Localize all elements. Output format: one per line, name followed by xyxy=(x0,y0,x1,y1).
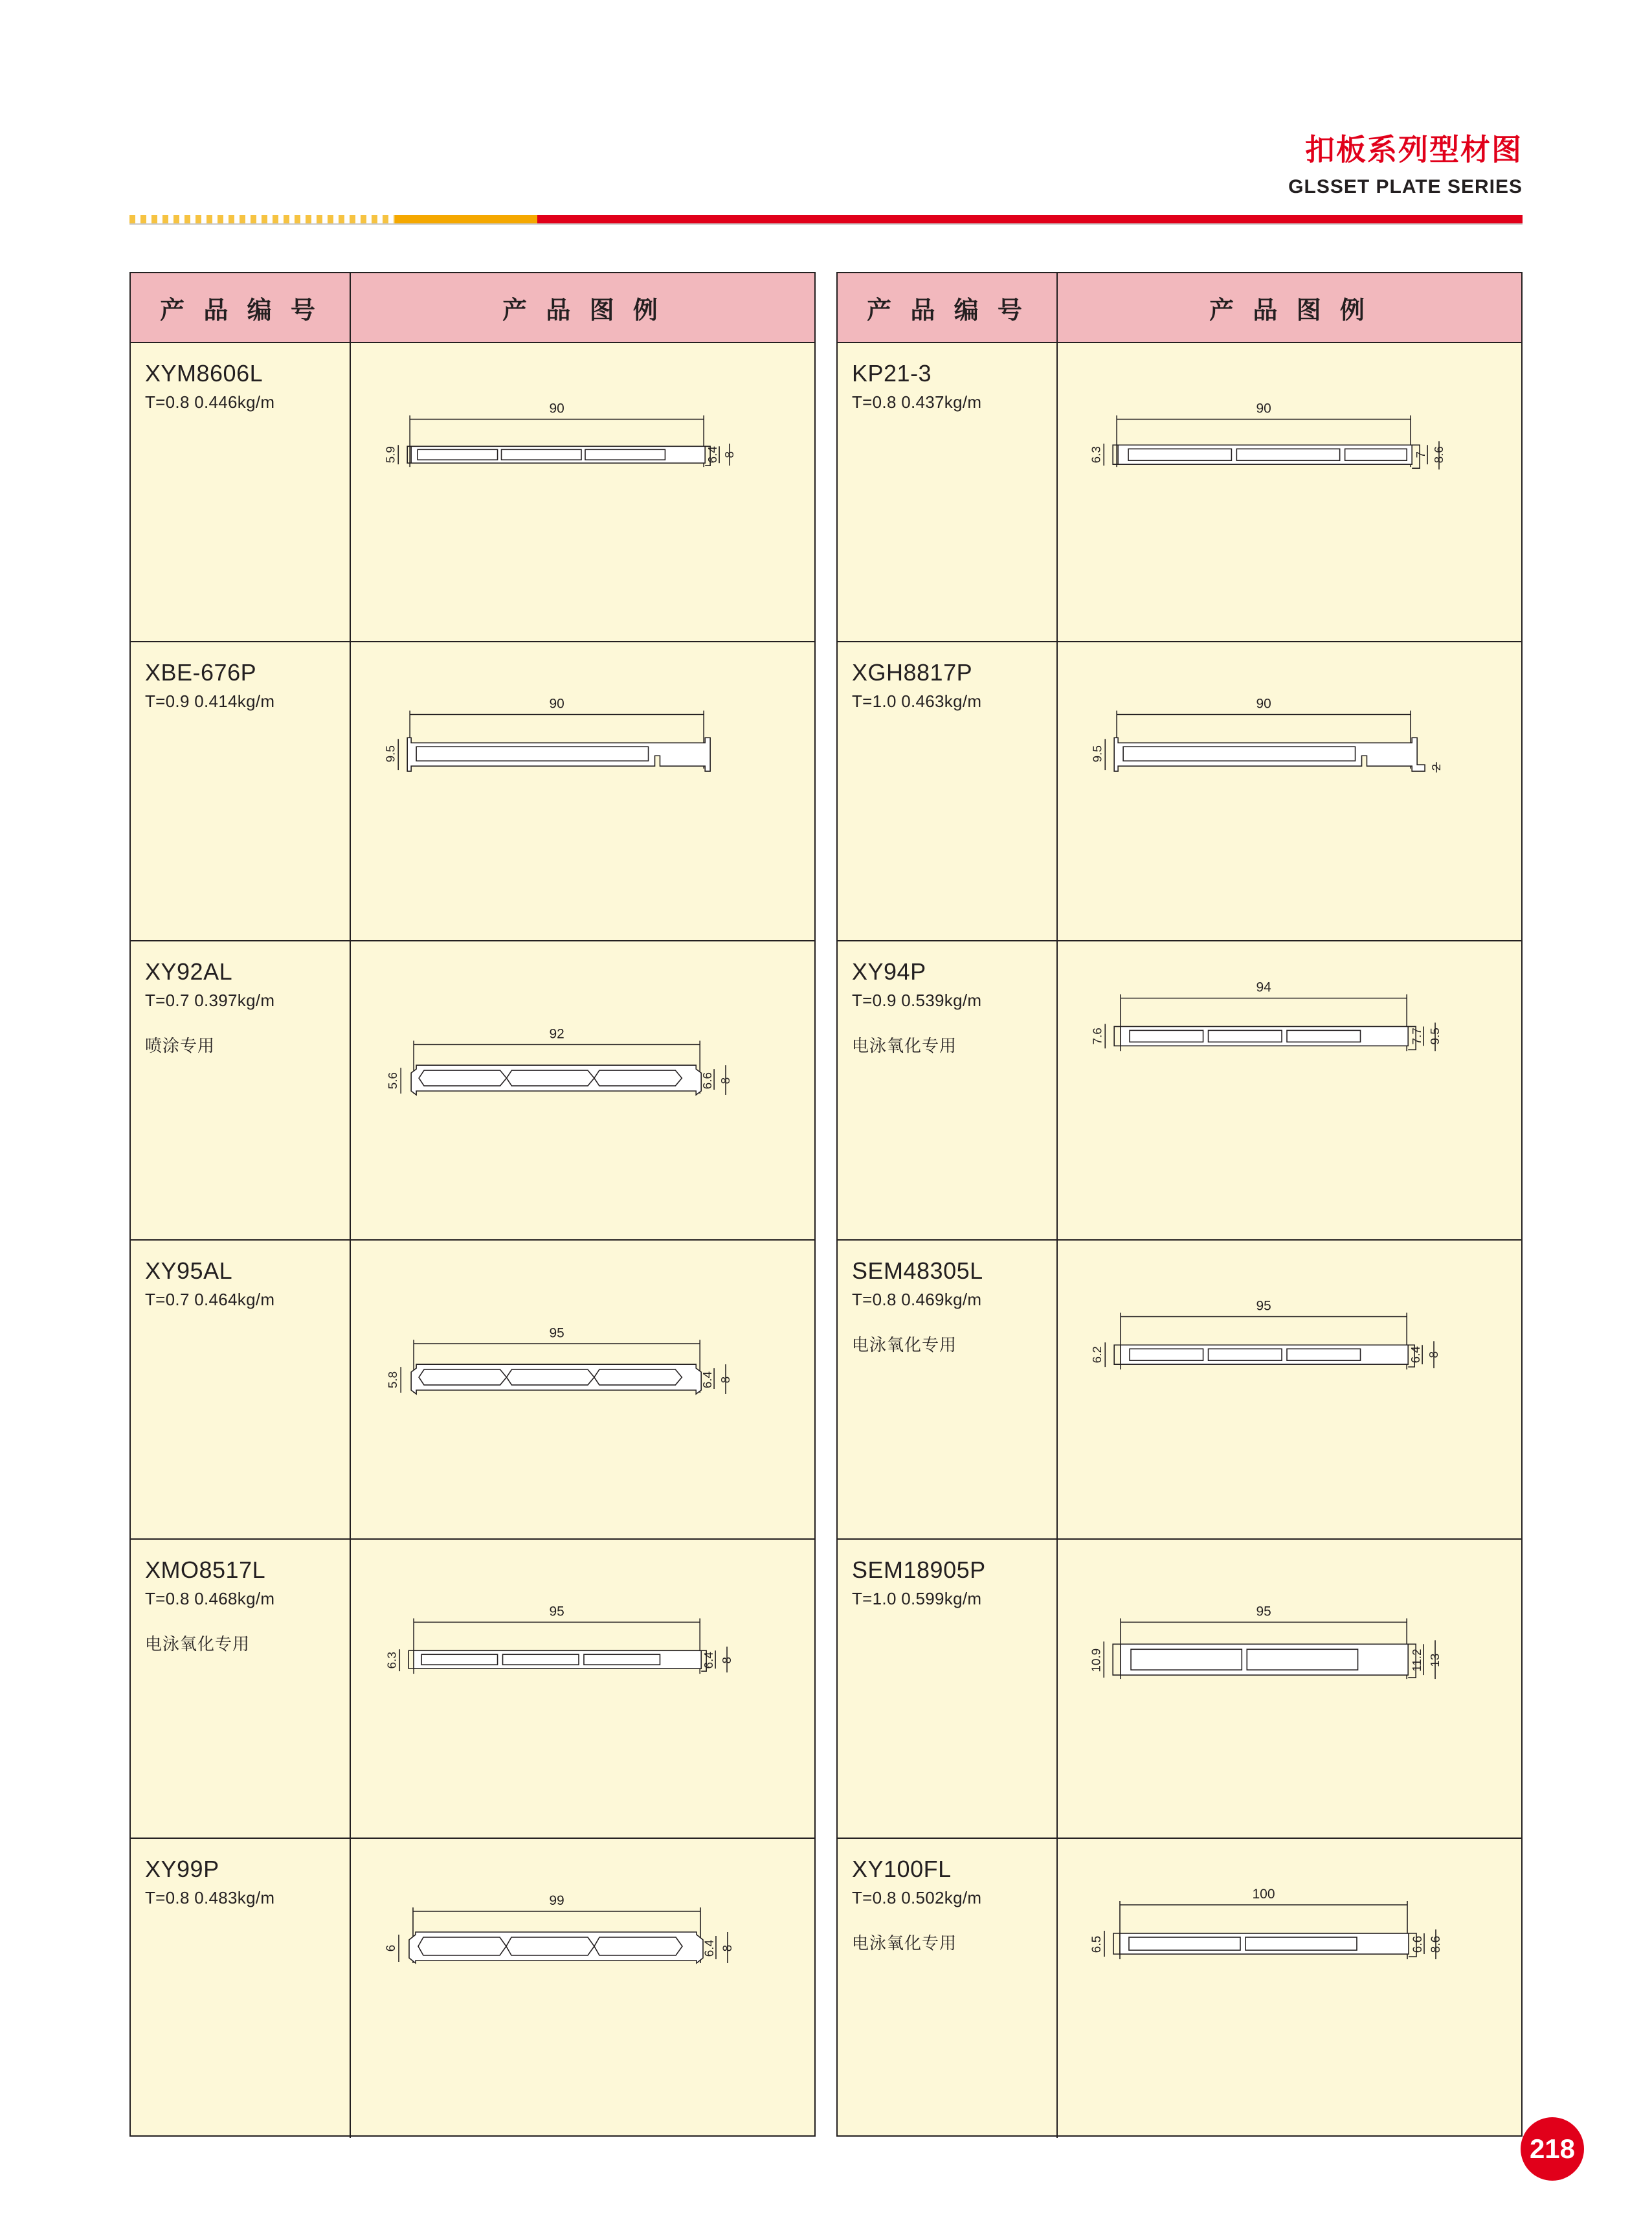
dim-left: 6.5 xyxy=(1090,1935,1104,1953)
product-code: XY99P xyxy=(145,1856,219,1882)
dim-left: 6.3 xyxy=(385,1652,399,1669)
rule-red-segment xyxy=(537,215,1523,223)
product-note: 电泳氧化专用 xyxy=(852,1037,957,1056)
cell-figure xyxy=(1058,941,1521,1239)
table-header-right xyxy=(838,273,1521,343)
dim-right-outer: 8 xyxy=(1427,1351,1442,1358)
dim-left: 5.6 xyxy=(386,1072,401,1090)
dim-right-inner: 6.6 xyxy=(701,1072,715,1090)
product-spec: T=0.7 0.397kg/m xyxy=(145,991,275,1010)
dim-right-inner: 6.4 xyxy=(1409,1346,1423,1364)
rule-orange-segment xyxy=(395,215,537,223)
product-note: 电泳氧化专用 xyxy=(145,1635,251,1654)
dim-width: 94 xyxy=(1256,980,1271,995)
product-code: SEM48305L xyxy=(852,1257,983,1284)
dim-width: 95 xyxy=(549,1325,564,1341)
dim-width: 90 xyxy=(1256,401,1271,416)
table-row xyxy=(838,1839,1521,2138)
dim-left: 5.9 xyxy=(384,446,398,464)
dim-width: 90 xyxy=(1256,696,1271,712)
product-spec: T=0.8 0.469kg/m xyxy=(852,1290,982,1309)
dim-right-outer: 8.6 xyxy=(1429,1935,1443,1953)
profile-drawing xyxy=(351,941,814,1239)
profile-drawing xyxy=(351,1540,814,1838)
profile-drawing xyxy=(351,642,814,940)
product-spec: T=1.0 0.599kg/m xyxy=(852,1589,982,1608)
cell-figure xyxy=(351,1839,814,2138)
cell-code xyxy=(838,1540,1058,1838)
profile-drawing xyxy=(351,343,814,641)
dim-right-inner: 11.2 xyxy=(1411,1648,1425,1672)
product-code: XGH8817P xyxy=(852,659,973,686)
cell-code xyxy=(838,642,1058,940)
dim-left: 5.8 xyxy=(386,1371,401,1389)
product-sheet xyxy=(129,272,1523,2137)
dim-right-outer: 8 xyxy=(721,1944,735,1952)
dim-left: 9.5 xyxy=(384,745,398,763)
profile-drawing xyxy=(1058,1540,1521,1838)
table-row xyxy=(131,642,814,941)
cell-figure xyxy=(351,941,814,1239)
dim-right-outer: 9.5 xyxy=(1428,1028,1442,1045)
cell-figure xyxy=(1058,343,1521,641)
dim-width: 100 xyxy=(1252,1887,1275,1902)
column-header-figure: 产 品 图 例 xyxy=(1209,295,1370,324)
table-row xyxy=(131,343,814,642)
table-row xyxy=(131,1540,814,1839)
page-number-badge: 218 xyxy=(1521,2117,1584,2181)
cell-code xyxy=(131,343,351,641)
cell-figure xyxy=(1058,1839,1521,2138)
cell-code xyxy=(131,941,351,1239)
product-code: XY95AL xyxy=(145,1257,233,1284)
dim-width: 99 xyxy=(549,1893,564,1908)
product-note: 电泳氧化专用 xyxy=(852,1934,957,1953)
dim-width: 92 xyxy=(549,1026,564,1042)
dim-right-outer: 8 xyxy=(722,451,737,458)
table-row xyxy=(838,642,1521,941)
dim-width: 95 xyxy=(1256,1604,1271,1619)
table-header-left xyxy=(131,273,814,343)
dim-right-inner: 6.4 xyxy=(701,1371,715,1389)
header-rule xyxy=(129,214,1523,225)
cell-figure xyxy=(351,1241,814,1538)
cell-code xyxy=(131,1241,351,1538)
profile-drawing xyxy=(351,1839,814,2138)
product-table-right xyxy=(836,272,1523,2137)
dim-right-inner: 7 xyxy=(1414,451,1429,458)
dim-left: 6.2 xyxy=(1091,1346,1105,1364)
dim-width: 90 xyxy=(549,696,564,712)
product-code: XMO8517L xyxy=(145,1557,266,1583)
cell-code xyxy=(131,1540,351,1838)
dim-right-inner: 2 xyxy=(1429,763,1444,771)
dim-left: 10.9 xyxy=(1089,1648,1104,1672)
product-spec: T=0.8 0.502kg/m xyxy=(852,1888,982,1907)
rule-thin-line xyxy=(129,223,1523,225)
table-row xyxy=(131,1839,814,2138)
dim-right-inner: 6.4 xyxy=(702,1652,717,1669)
cell-code xyxy=(838,941,1058,1239)
dim-right-outer: 8 xyxy=(720,1656,735,1664)
column-header-code: 产 品 编 号 xyxy=(131,273,351,342)
table-row xyxy=(131,941,814,1241)
product-code: KP21-3 xyxy=(852,360,932,387)
dim-left: 6.3 xyxy=(1089,446,1104,464)
cell-figure xyxy=(351,1540,814,1838)
cell-figure xyxy=(351,343,814,641)
product-spec: T=0.8 0.437kg/m xyxy=(852,392,982,412)
cell-figure xyxy=(1058,1540,1521,1838)
dim-width: 95 xyxy=(1256,1298,1271,1314)
column-header-figure: 产 品 图 例 xyxy=(502,295,663,324)
product-code: XY92AL xyxy=(145,958,233,985)
page-header xyxy=(0,0,1652,233)
dim-right-outer: 8.6 xyxy=(1432,446,1446,464)
profile-drawing xyxy=(1058,642,1521,940)
product-code: XY94P xyxy=(852,958,926,985)
product-spec: T=0.9 0.414kg/m xyxy=(145,691,275,711)
dim-left: 9.5 xyxy=(1091,745,1105,763)
product-spec: T=0.8 0.483kg/m xyxy=(145,1888,275,1907)
profile-drawing xyxy=(1058,941,1521,1239)
product-code: XYM8606L xyxy=(145,360,263,387)
page-title-cn: 扣板系列型材图 xyxy=(1305,132,1523,167)
product-spec: T=1.0 0.463kg/m xyxy=(852,691,982,711)
dim-right-outer: 8 xyxy=(719,1077,733,1085)
cell-code xyxy=(131,1839,351,2138)
rule-dashed-segment xyxy=(129,215,395,223)
cell-figure xyxy=(1058,1241,1521,1538)
product-spec: T=0.9 0.539kg/m xyxy=(852,991,982,1010)
profile-drawing xyxy=(1058,343,1521,641)
table-row xyxy=(838,1241,1521,1540)
table-row xyxy=(838,1540,1521,1839)
table-row xyxy=(838,941,1521,1241)
dim-right-outer: 8 xyxy=(719,1376,733,1384)
profile-drawing xyxy=(351,1241,814,1538)
dim-right-inner: 6.4 xyxy=(703,1939,717,1957)
cell-figure xyxy=(351,642,814,940)
dim-right-inner: 6.6 xyxy=(1411,1935,1425,1953)
product-code: SEM18905P xyxy=(852,1557,986,1583)
product-table-left xyxy=(129,272,816,2137)
profile-drawing xyxy=(1058,1839,1521,2138)
product-code: XBE-676P xyxy=(145,659,257,686)
cell-code xyxy=(131,642,351,940)
cell-code xyxy=(838,1241,1058,1538)
product-code: XY100FL xyxy=(852,1856,952,1882)
product-spec: T=0.8 0.446kg/m xyxy=(145,392,275,412)
dim-left: 7.6 xyxy=(1091,1028,1105,1045)
cell-code xyxy=(838,343,1058,641)
cell-figure xyxy=(1058,642,1521,940)
column-header-code: 产 品 编 号 xyxy=(838,273,1058,342)
product-note: 喷涂专用 xyxy=(145,1037,216,1056)
product-spec: T=0.8 0.468kg/m xyxy=(145,1589,275,1608)
page-title-en: GLSSET PLATE SERIES xyxy=(1288,176,1523,197)
profile-drawing xyxy=(1058,1241,1521,1538)
table-row xyxy=(838,343,1521,642)
dim-left: 6 xyxy=(385,1944,398,1952)
dim-width: 90 xyxy=(549,401,564,416)
dim-right-inner: 6.4 xyxy=(706,446,720,464)
product-note: 电泳氧化专用 xyxy=(852,1336,957,1355)
product-spec: T=0.7 0.464kg/m xyxy=(145,1290,275,1309)
dim-right-inner: 7.7 xyxy=(1411,1028,1425,1045)
dim-right-outer: 13 xyxy=(1428,1653,1442,1667)
dim-width: 95 xyxy=(549,1604,564,1619)
table-row xyxy=(131,1241,814,1540)
cell-code xyxy=(838,1839,1058,2138)
